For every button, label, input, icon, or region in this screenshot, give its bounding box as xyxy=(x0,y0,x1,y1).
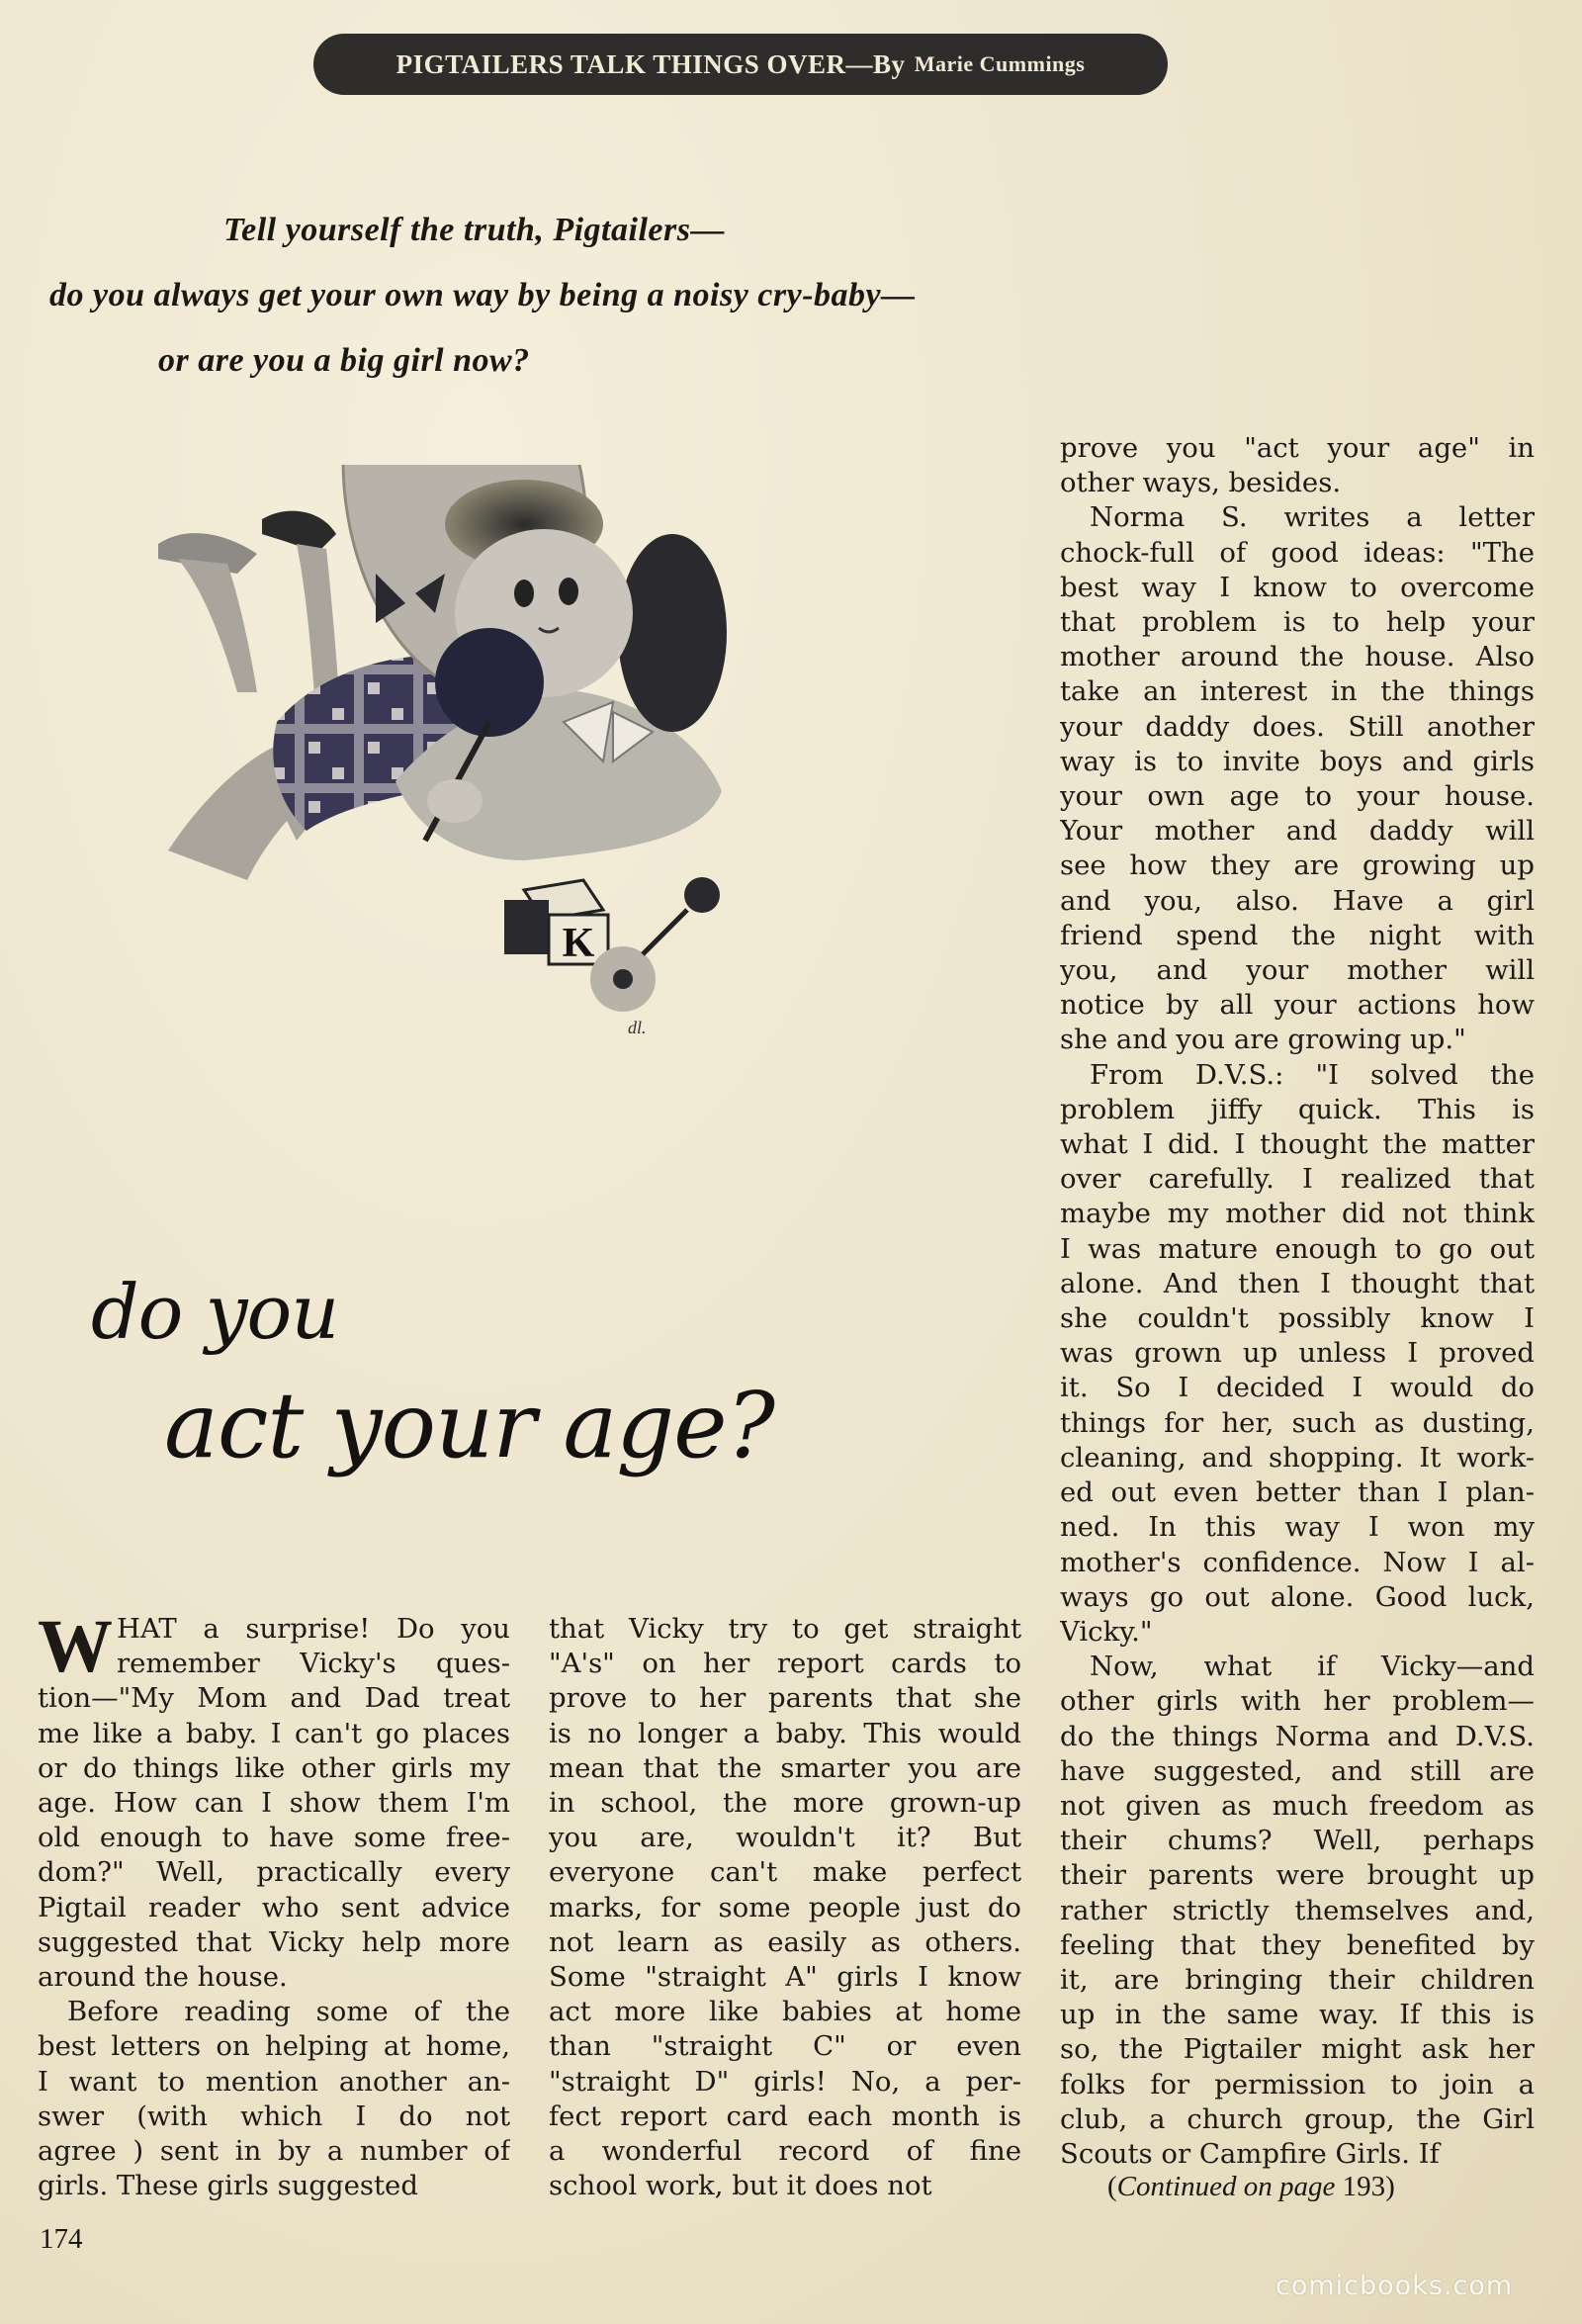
block-letter: K xyxy=(562,921,595,966)
text-line: From D.V.S.: "I solved the xyxy=(1090,1058,1535,1091)
title-line-2: act your age? xyxy=(164,1373,774,1478)
intro-line-1: Tell yourself the truth, Pigtailers— xyxy=(223,212,725,248)
text-line: other girls with her problem— xyxy=(1060,1685,1535,1718)
text-line: do the things Norma and D.V.S. xyxy=(1060,1720,1535,1752)
text-line: their parents were brought up xyxy=(1060,1859,1535,1892)
text-line: up in the same way. If this is xyxy=(1060,1999,1535,2031)
text-line: a wonderful record of fine xyxy=(549,2135,1021,2168)
title-line-1: do you xyxy=(91,1268,339,1356)
text-line: that problem is to help your xyxy=(1060,606,1535,639)
text-line: notice by all your actions how xyxy=(1060,989,1535,1022)
continued-page: 193) xyxy=(1342,2171,1395,2202)
article-column-2 xyxy=(549,1612,1021,2203)
eye-left xyxy=(514,580,534,607)
artist-signature: dl. xyxy=(628,1018,647,1037)
text-line: have suggested, and still are xyxy=(1060,1754,1535,1787)
text-line: she and you are growing up." xyxy=(1060,1024,1466,1056)
text-line: over carefully. I realized that xyxy=(1060,1163,1535,1196)
text-line: what I did. I thought the matter xyxy=(1060,1128,1535,1161)
text-line: or do things like other girls my xyxy=(38,1751,510,1784)
rattle-icon xyxy=(590,877,720,1037)
text-line: agree ) sent in by a number of xyxy=(38,2135,510,2168)
drop-cap: W xyxy=(38,1605,113,1688)
text-line: ed out even better than I plan- xyxy=(1060,1476,1535,1509)
text-line: Scouts or Campfire Girls. If xyxy=(1060,2137,1440,2170)
continued-note: (Continued on page 193) xyxy=(1107,2171,1395,2202)
text-line: take an interest in the things xyxy=(1060,675,1535,708)
text-line: not given as much freedom as xyxy=(1060,1789,1535,1822)
text-line: remember Vicky's ques- xyxy=(117,1648,510,1680)
text-line: cleaning, and shopping. It work- xyxy=(1060,1441,1535,1474)
continued-label: Continued on page xyxy=(1116,2171,1336,2202)
text-line: best letters on helping at home, xyxy=(38,2030,510,2063)
text-line: swer (with which I do not xyxy=(38,2100,510,2132)
text-line: Norma S. writes a letter xyxy=(1090,501,1535,534)
text-line: that Vicky try to get straight xyxy=(549,1613,1021,1645)
text-line: dom?" Well, practically every xyxy=(38,1856,510,1889)
text-line: in school, the more grown-up xyxy=(549,1787,1021,1820)
text-line: chock-full of good ideas: "The xyxy=(1060,536,1535,569)
text-line: act more like babies at home xyxy=(549,1996,1021,2028)
text-line: Some "straight A" girls I know xyxy=(549,1961,1021,1994)
text-line: mother around the house. Also xyxy=(1060,641,1535,673)
text-line: "A's" on her report cards to xyxy=(549,1648,1021,1680)
text-line: age. How can I show them I'm xyxy=(38,1787,510,1820)
text-line: your own age to your house. xyxy=(1060,780,1535,813)
page-number: 174 xyxy=(40,2223,83,2255)
text-line: rather strictly themselves and, xyxy=(1060,1894,1535,1926)
text-line: tion—"My Mom and Dad treat xyxy=(38,1682,510,1715)
site-watermark: comicbooks.com xyxy=(1275,2271,1514,2301)
text-line: you are, wouldn't it? But xyxy=(549,1822,1021,1854)
lollipop-icon xyxy=(435,628,544,737)
text-line: Your mother and daddy will xyxy=(1060,815,1535,848)
text-line: feeling that they benefited by xyxy=(1060,1928,1535,1961)
text-line: best way I know to overcome xyxy=(1060,571,1535,603)
text-line: and you, also. Have a girl xyxy=(1060,884,1535,917)
text-line: maybe my mother did not think xyxy=(1060,1198,1535,1230)
text-line: mother's confidence. Now I al- xyxy=(1060,1546,1535,1578)
text-line: marks, for some people just do xyxy=(549,1891,1021,1923)
text-line: Now, what if Vicky—and xyxy=(1090,1651,1535,1683)
eye-right xyxy=(559,578,578,605)
text-line: she couldn't possibly know I xyxy=(1060,1302,1535,1335)
text-line: it, are bringing their children xyxy=(1060,1963,1535,1996)
article-column-1 xyxy=(38,1605,510,2203)
hand xyxy=(427,779,483,823)
text-line: ned. In this way I won my xyxy=(1060,1511,1535,1544)
text-line: so, the Pigtailer might ask her xyxy=(1060,2033,1535,2066)
text-line: way is to invite boys and girls xyxy=(1060,745,1535,777)
text-line: problem jiffy quick. This is xyxy=(1060,1093,1535,1125)
text-line: it. So I decided I would do xyxy=(1060,1372,1535,1404)
text-line: ways go out alone. Good luck, xyxy=(1060,1580,1535,1613)
text-line: things for her, such as dusting, xyxy=(1060,1406,1535,1439)
text-line: alone. And then I thought that xyxy=(1060,1267,1535,1299)
text-line: HAT a surprise! Do you xyxy=(117,1613,510,1645)
text-line: other ways, besides. xyxy=(1060,467,1342,499)
text-line: mean that the smarter you are xyxy=(549,1751,1021,1784)
text-line: folks for permission to join a xyxy=(1060,2068,1535,2101)
intro-line-3: or are you a big girl now? xyxy=(158,342,530,379)
text-line: school work, but it does not xyxy=(549,2170,932,2202)
banner-title: PIGTAILERS TALK THINGS OVER—By xyxy=(396,48,906,79)
text-line: around the house. xyxy=(38,1961,288,1994)
text-line: me like a baby. I can't go places xyxy=(38,1717,510,1749)
header-banner xyxy=(313,34,1168,95)
intro-line-2: do you always get your own way by being a noisy cry-baby— xyxy=(49,277,916,313)
text-line: club, a church group, the Girl xyxy=(1060,2102,1535,2135)
text-line: not learn as easily as others. xyxy=(549,1925,1021,1958)
text-line: "straight D" girls! No, a per- xyxy=(549,2065,1021,2098)
toy-block-icon xyxy=(504,880,608,966)
text-line: Pigtail reader who sent advice xyxy=(38,1891,510,1923)
text-line: girls. These girls suggested xyxy=(38,2170,418,2202)
text-line: their chums? Well, perhaps xyxy=(1060,1825,1535,1857)
text-line: was grown up unless I proved xyxy=(1060,1337,1535,1370)
article-column-3 xyxy=(1060,431,1535,2172)
text-line: fect report card each month is xyxy=(549,2100,1021,2132)
text-line: I was mature enough to go out xyxy=(1060,1232,1535,1265)
leg-raised-1 xyxy=(178,559,257,692)
text-line: I want to mention another an- xyxy=(38,2065,510,2098)
text-line: you, and your mother will xyxy=(1060,954,1535,987)
text-line: is no longer a baby. This would xyxy=(549,1717,1021,1749)
author-name: Marie Cummings xyxy=(914,51,1086,76)
text-line: prove to her parents that she xyxy=(549,1682,1021,1715)
text-line: see how they are growing up xyxy=(1060,849,1535,882)
girl-illustration xyxy=(148,465,1038,1355)
text-line: Vicky." xyxy=(1060,1615,1153,1648)
text-line: old enough to have some free- xyxy=(38,1822,510,1854)
text-line: everyone can't make perfect xyxy=(549,1856,1021,1889)
text-line: prove you "act your age" in xyxy=(1060,432,1535,464)
text-line: friend spend the night with xyxy=(1060,919,1535,951)
text-line: your daddy does. Still another xyxy=(1060,710,1535,743)
text-line: Before reading some of the xyxy=(67,1996,510,2028)
text-line: suggested that Vicky help more xyxy=(38,1925,510,1958)
text-line: than "straight C" or even xyxy=(549,2030,1021,2063)
